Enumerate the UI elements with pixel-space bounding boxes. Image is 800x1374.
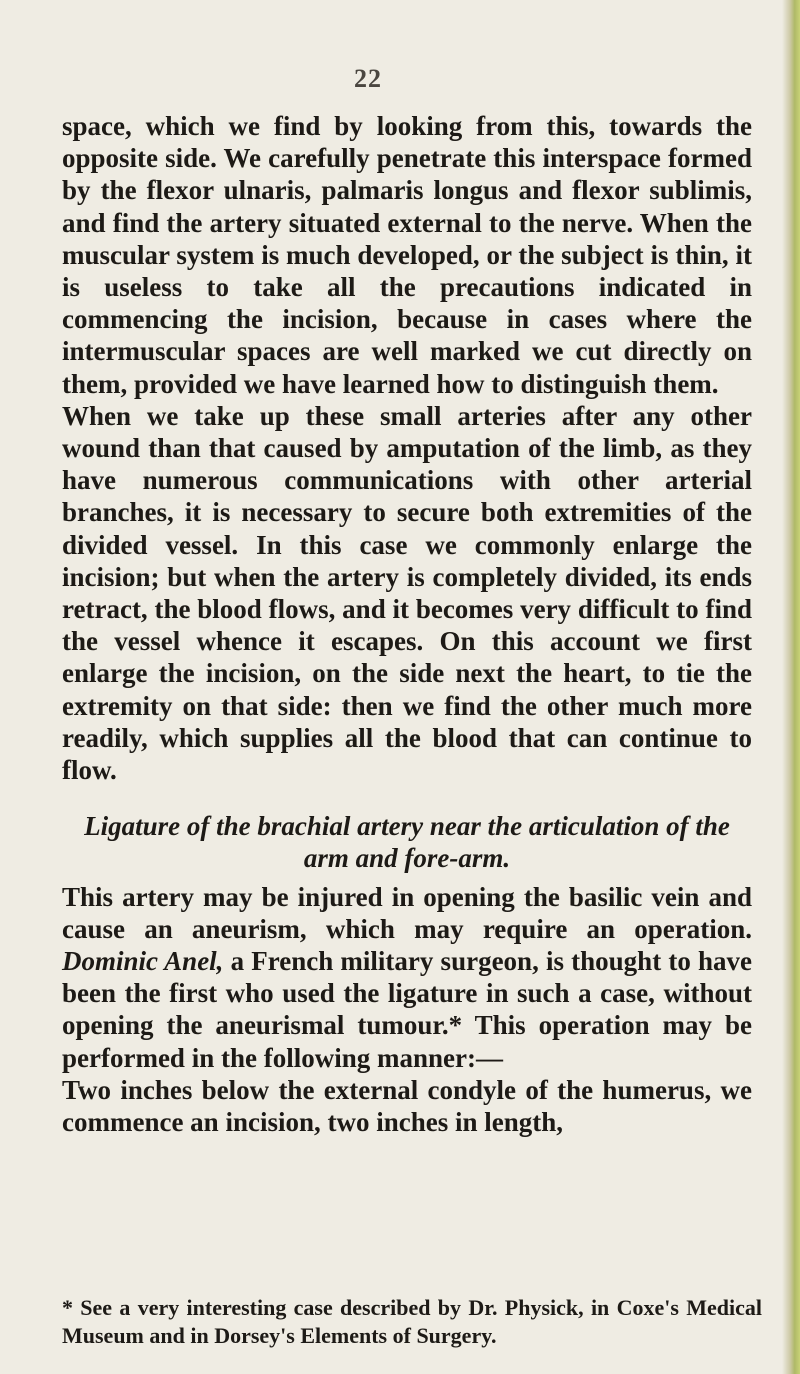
paragraph-4: Two inches below the external condyle of the humerus, we commence an incision, two inches in length,: [62, 1074, 752, 1138]
paragraph-3: [62, 881, 752, 1074]
body-text: [62, 110, 752, 1138]
paragraph-3-text-b: a French military surgeon, is thought to have been the first who used the ligature in such a case, without opening the aneurismal tumour.* This operation may be performed in the following manner:—: [62, 946, 753, 1073]
paragraph-1: space, which we find by looking from this, towards the opposite side. We carefully penetrate this interspace formed by the flexor ulnaris, palmaris longus and flexor sublimis, and find the artery situated external to the nerve. When the muscular system is much developed, or the subject is thin, it is useless to take all the precautions indicated in commencing the incision, because in cases where the intermuscular spaces are well marked we cut directly on them, provided we have learned how to distinguish them.: [62, 111, 752, 399]
page-number: 22: [354, 64, 382, 93]
footnote: * See a very interesting case described by Dr. Physick, in Coxe's Medical Museum and in Dorsey's Elements of Surgery.: [62, 1295, 762, 1348]
paragraph-2: When we take up these small arteries after any other wound than that caused by amputation of the limb, as they have numerous communications with other arterial branches, it is necessary to secure both extremities of the divided vessel. In this case we commonly enlarge the incision; but when the artery is completely divided, its ends retract, the blood flows, and it becomes very difficult to find the vessel whence it escapes. On this account we first enlarge the incision, on the side next the heart, to tie the extremity on that side: then we find the other much more readily, which supplies all the blood that can continue to flow.: [62, 400, 752, 786]
person-name: Dominic Anel,: [62, 946, 224, 977]
paragraph-3-text-a: This artery may be injured in opening the basilic vein and cause an aneurism, which may require an operation.: [62, 881, 752, 944]
section-heading: Ligature of the brachial artery near the articulation of the arm and fore-arm.: [84, 811, 730, 874]
page-edge: [782, 0, 800, 1374]
